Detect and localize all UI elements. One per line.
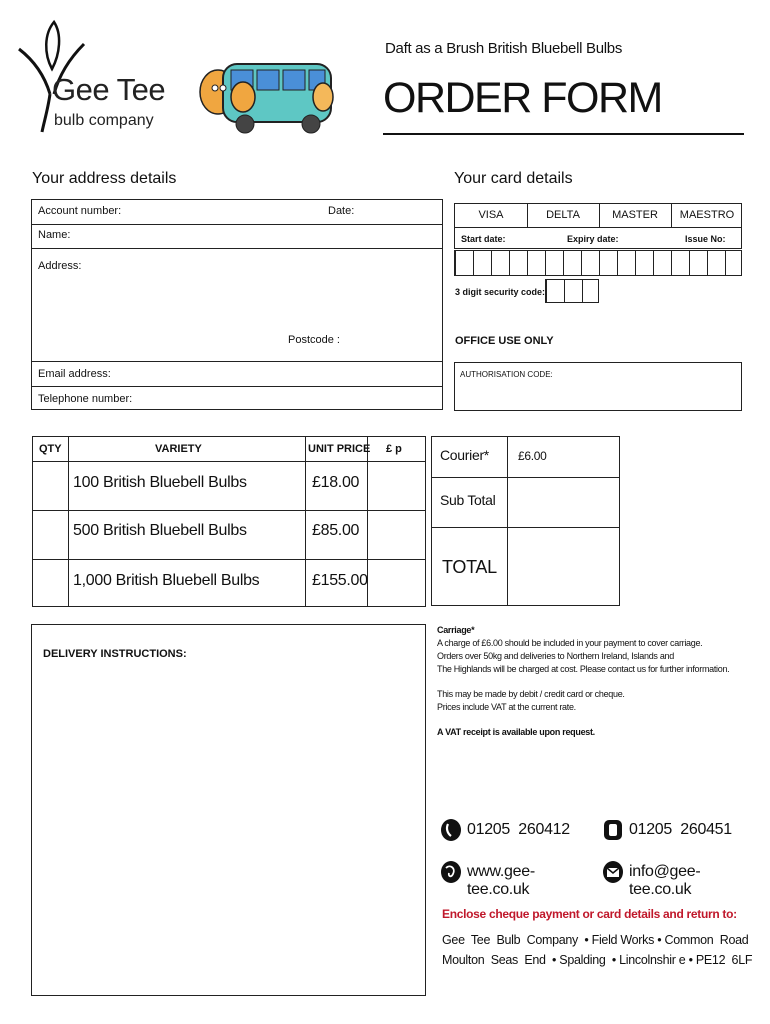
- unit-price-header: UNIT PRICE: [308, 443, 371, 455]
- expiry-date-label: Expiry date:: [567, 234, 619, 244]
- card-number-cells[interactable]: [454, 250, 742, 276]
- price-cell: £85.00: [312, 522, 360, 539]
- carriage-line: A charge of £6.00 should be included in your payment to cover carriage.: [437, 638, 703, 648]
- carriage-notes: [437, 624, 757, 739]
- card-type-maestro: MAESTRO: [679, 209, 735, 221]
- enclose-instruction: Enclose cheque payment or card details and return to:: [442, 907, 737, 921]
- delivery-label: DELIVERY INSTRUCTIONS:: [43, 648, 187, 660]
- account-label: Account number:: [38, 205, 122, 217]
- variety-header: VARIETY: [155, 443, 202, 455]
- office-use-label: OFFICE USE ONLY: [455, 335, 554, 347]
- carriage-title: Carriage*: [437, 625, 475, 635]
- tagline: Daft as a Brush British Bluebell Bulbs: [385, 40, 623, 57]
- globe-icon: [440, 860, 462, 884]
- total-header: £ p: [386, 443, 402, 455]
- card-type-visa: VISA: [478, 209, 504, 221]
- phone-number: 01205 260412: [467, 821, 570, 838]
- date-label: Date:: [328, 205, 355, 217]
- start-date-label: Start date:: [461, 234, 506, 244]
- address-box: [31, 199, 443, 410]
- address-heading: Your address details: [32, 170, 177, 187]
- delivery-box[interactable]: [31, 624, 426, 996]
- return-address-line: Moulton Seas End • Spalding • Lincolnshir e • PE12 6LF: [442, 953, 753, 967]
- total-label: TOTAL: [442, 557, 497, 577]
- order-table: [32, 436, 426, 607]
- card-type-master: MASTER: [612, 209, 658, 221]
- logo: [14, 14, 174, 134]
- telephone-label: Telephone number:: [38, 393, 133, 405]
- price-cell: £155.00: [312, 572, 368, 589]
- logo-subtext: bulb company: [54, 112, 154, 129]
- logo-text: Gee Tee: [52, 72, 166, 107]
- fax-number: 01205 260451: [629, 821, 732, 838]
- authorisation-label: AUTHORISATION CODE:: [460, 370, 553, 379]
- courier-label: Courier*: [440, 447, 489, 463]
- card-type-delta: DELTA: [546, 209, 580, 221]
- security-code-label: 3 digit security code:: [455, 287, 546, 297]
- name-label: Name:: [38, 229, 71, 241]
- page-title: ORDER FORM: [383, 74, 662, 122]
- carriage-line: The Highlands will be charged at cost. Please contact us for further information.: [437, 664, 730, 674]
- totals-box: [431, 436, 620, 606]
- variety-cell: 100 British Bluebell Bulbs: [73, 474, 247, 491]
- envelope-icon: [602, 860, 624, 884]
- website-link[interactable]: www.gee-tee.co.uk: [467, 863, 535, 898]
- bus-illustration-icon: [183, 52, 343, 137]
- authorisation-box[interactable]: [454, 362, 742, 411]
- security-code-cells[interactable]: [545, 279, 599, 303]
- variety-cell: 500 British Bluebell Bulbs: [73, 522, 247, 539]
- fax-icon: [602, 818, 624, 842]
- card-heading: Your card details: [454, 170, 573, 187]
- qty-header: QTY: [39, 443, 62, 455]
- email-link[interactable]: info@gee-tee.co.uk: [629, 863, 701, 898]
- subtotal-label: Sub Total: [440, 492, 496, 508]
- price-cell: £18.00: [312, 474, 360, 491]
- variety-cell: 1,000 British Bluebell Bulbs: [73, 572, 260, 589]
- return-address-line: Gee Tee Bulb Company • Field Works • Common Road: [442, 933, 749, 947]
- card-types-box: [454, 203, 742, 249]
- email-label: Email address:: [38, 368, 111, 380]
- title-rule: [383, 133, 744, 135]
- courier-value: £6.00: [518, 449, 547, 463]
- carriage-line: Orders over 50kg and deliveries to Northern Ireland, Islands and: [437, 651, 674, 661]
- issue-no-label: Issue No:: [685, 234, 726, 244]
- vat-note: A VAT receipt is available upon request.: [437, 727, 595, 737]
- postcode-label: Postcode :: [288, 334, 340, 346]
- address-label: Address:: [38, 260, 82, 272]
- phone-icon: [440, 818, 462, 842]
- payment-line: This may be made by debit / credit card or cheque.: [437, 689, 625, 699]
- payment-line: Prices include VAT at the current rate.: [437, 702, 576, 712]
